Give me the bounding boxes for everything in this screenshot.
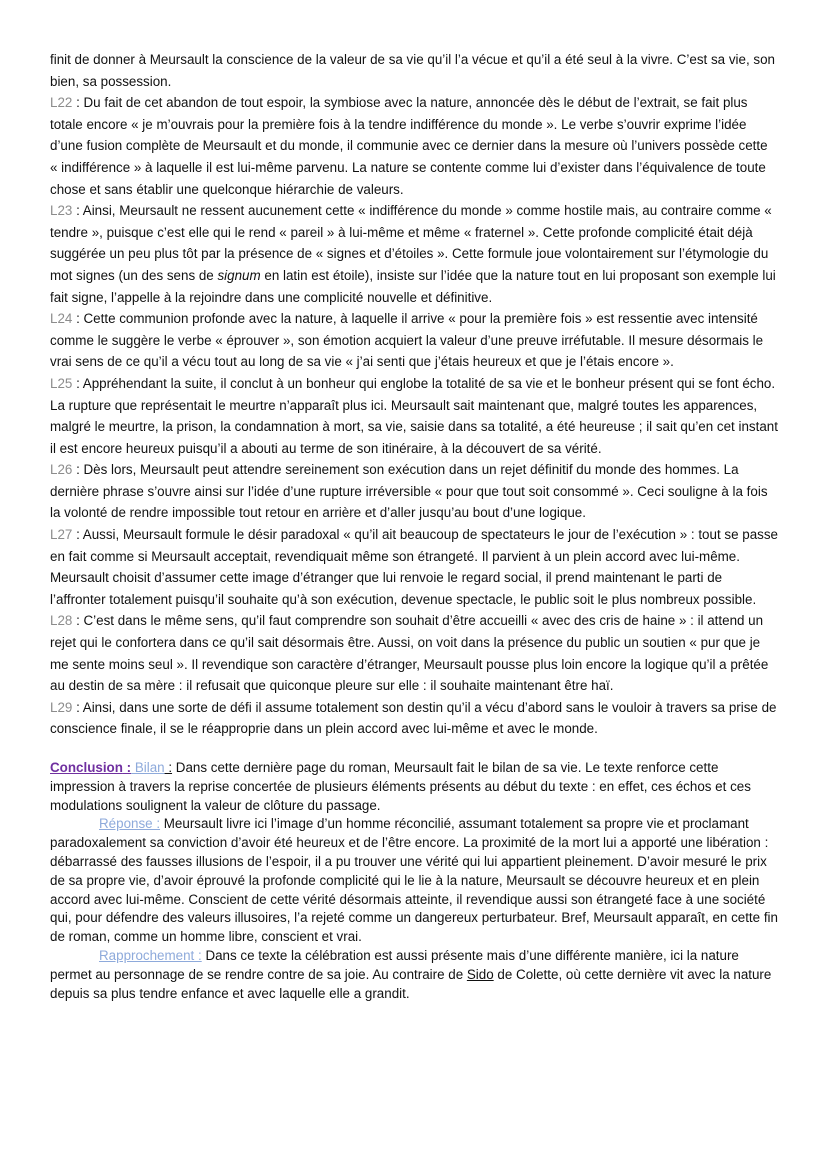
- paragraph-text: : Ainsi, Meursault ne ressent aucunement cette « indifférence du monde » comme hostile mais, au contraire comme « tendre », puisque c’est elle qui le rend « pareil » à lui-même et même « fraternel ». Cette profonde complicité était déjà suggérée un peu plus tôt par la présence de « signes et d’étoiles ». Cette formule joue volontairement sur l’étymologie du mot signes (un des sens de: [50, 203, 772, 283]
- paragraph-text: : Du fait de cet abandon de tout espoir, la symbiose avec la nature, annoncée dès le début de l’extrait, se fait plus totale encore « je m’ouvrais pour la première fois à la tendre indifférence du monde ». Le verbe s’ouvrir exprime l’idée d’une fusion complète de Meursault et du monde, il communie avec ce dernier dans la mesure où l’univers possède cette « indifférence » à laquelle il est lui-même parvenu. La nature se contente comme lui d’exister dans l’équivalence de toute chose et sans établir une quelconque hiérarchie de valeurs.: [50, 95, 768, 197]
- bilan-text: Dans cette dernière page du roman, Meursault fait le bilan de sa vie. Le texte renforce cette impression à travers la reprise concertée de plusieurs éléments présents au début du texte : en effet, ces échos et ces modulations soulignent la valeur de clôture du passage.: [50, 760, 751, 813]
- paragraph-l24: [50, 308, 778, 373]
- conclusion-bilan: [50, 759, 778, 815]
- line-ref: L29: [50, 699, 73, 715]
- paragraph-text: : Appréhendant la suite, il conclut à un bonheur qui englobe la totalité de sa vie et le bonheur présent qui se font écho. La rupture que représentait le meurtre n’apparaît plus ici. Meursault sait maintenant que, malgré toutes les apparences, malgré le meurtre, la prison, la condamnation à mort, sa vie, saisie dans sa totalité, a été heureuse ; il sait qu’en cet instant il est encore heureux puisqu’il a abouti au terme de son itinéraire, à la découvert de sa vérité.: [50, 375, 778, 456]
- bilan-label: Bilan: [131, 760, 165, 775]
- heading-colon: :: [122, 760, 132, 775]
- analysis-section: [50, 49, 778, 740]
- paragraph-l25: [50, 373, 778, 459]
- rapprochement-text: Dans ce texte la célébration est aussi présente mais d’une différente manière, ici la nature permet au personnage de se rendre contre de sa joie. Au contraire de: [50, 947, 739, 982]
- line-ref: L28: [50, 613, 73, 629]
- conclusion-heading: Conclusion: [50, 760, 123, 775]
- line-ref: L27: [50, 527, 73, 543]
- line-ref: L22: [50, 95, 73, 111]
- paragraph-text: en latin est étoile), insiste sur l’idée que la nature tout en lui proposant son exemple lui fait signe, l’appelle à la rejoindre dans une complicité nouvelle et définitive.: [50, 267, 776, 305]
- paragraph-l22: [50, 92, 778, 200]
- paragraph-l29: [50, 697, 778, 740]
- line-ref: L25: [50, 375, 73, 391]
- conclusion-rapprochement: [50, 947, 778, 1003]
- italic-term: signum: [217, 267, 261, 283]
- paragraph-l27: [50, 524, 778, 610]
- paragraph-l28: [50, 610, 778, 696]
- line-ref: L24: [50, 311, 73, 327]
- paragraph-text: : Ainsi, dans une sorte de défi il assume totalement son destin qu’il a vécu d’abord sans le vouloir à travers sa prise de conscience finale, il se le réapproprie dans un plein accord avec lui-même et avec le monde.: [50, 699, 777, 737]
- paragraph-l23: [50, 200, 778, 308]
- paragraph-text: : C’est dans le même sens, qu’il faut comprendre son souhait d’être accueilli « avec des cris de haine » : il attend un rejet qui le confortera dans ce qu’il sait désormais être. Aussi, on voit dans la présence du public un soutien « pur que je me sente moins seul ». Il revendique son caractère d’étranger, Meursault pousse plus loin encore la logique qu’il a prêtée au destin de sa mère : il refusait que quiconque pleure sur elle : il souhaite maintenant être haï.: [50, 613, 769, 694]
- paragraph-text: : Aussi, Meursault formule le désir paradoxal « qu’il ait beaucoup de spectateurs le jour de l’exécution » : tout se passe en fait comme si Meursault acceptait, revendiquait même son étrangeté. Il parvient à un plein accord avec lui-même. Meursault choisit d’assumer cette image d’étranger que lui renvoie le regard social, il prend maintenant le parti de l’affronter totalement puisqu’il souhaite qu’à son exécution, devenue spectacle, le public soit le plus nombreux possible.: [50, 527, 778, 607]
- paragraph-text: : Cette communion profonde avec la nature, à laquelle il arrive « pour la première fois » est ressentie avec intensité comme le suggère le verbe « éprouver », son émotion acquiert la valeur d’une preuve irréfutable. Il mesure désormais le vrai sens de ce qu’il a vécu tout au long de sa vie « j’ai senti que j’étais heureux et que je l’étais encore ».: [50, 311, 764, 370]
- paragraph-l26: [50, 459, 778, 524]
- rapprochement-label: Rapprochement :: [99, 947, 202, 963]
- reponse-label: Réponse :: [99, 816, 161, 832]
- sido-title: Sido: [466, 966, 494, 982]
- conclusion-section: [50, 759, 778, 1003]
- bilan-colon: :: [164, 760, 173, 775]
- intro-continuation: finit de donner à Meursault la conscience de la valeur de sa vie qu’il l’a vécue et qu’il a été seul à la vivre. C’est sa vie, son bien, sa possession.: [50, 52, 775, 89]
- line-ref: L23: [50, 203, 73, 219]
- paragraph-text: : Dès lors, Meursault peut attendre sereinement son exécution dans un rejet définitif du monde des hommes. La dernière phrase s’ouvre ainsi sur l’idée d’une rupture irréversible « pour que tout soit consommé ». Ceci souligne à la fois la volonté de rendre impossible tout retour en arrière et d’aller jusqu’au bout d’une logique.: [50, 462, 768, 521]
- line-ref: L26: [50, 462, 73, 478]
- rapprochement-text: de Colette, où cette dernière vit avec la nature depuis sa plus tendre enfance et avec laquelle elle a grandit.: [50, 966, 772, 1001]
- conclusion-reponse: [50, 815, 778, 947]
- reponse-text: Meursault livre ici l’image d’un homme réconcilié, assumant totalement sa propre vie et proclamant paradoxalement sa conviction d’avoir été heureux et de l’être encore. La proximité de la mort lui a apporté une libération : débarrassé des fausses illusions de l’espoir, il a pu trouver une vérité qui lui appartient pleinement. D’avoir mesuré le prix de sa propre vie, d’avoir éprouvé la profonde complicité qui le lie à la nature, Meursault se découvre heureux et en plein accord avec lui-même. Conscient de cette vérité désormais atteinte, il revendique aussi son étrangeté face à une société qui, pour défendre des valeurs illusoires, l’a rejeté comme un dangereux perturbateur. Bref, Meursault apparaît, en cette fin de roman, comme un homme libre, conscient et vrai.: [50, 816, 778, 945]
